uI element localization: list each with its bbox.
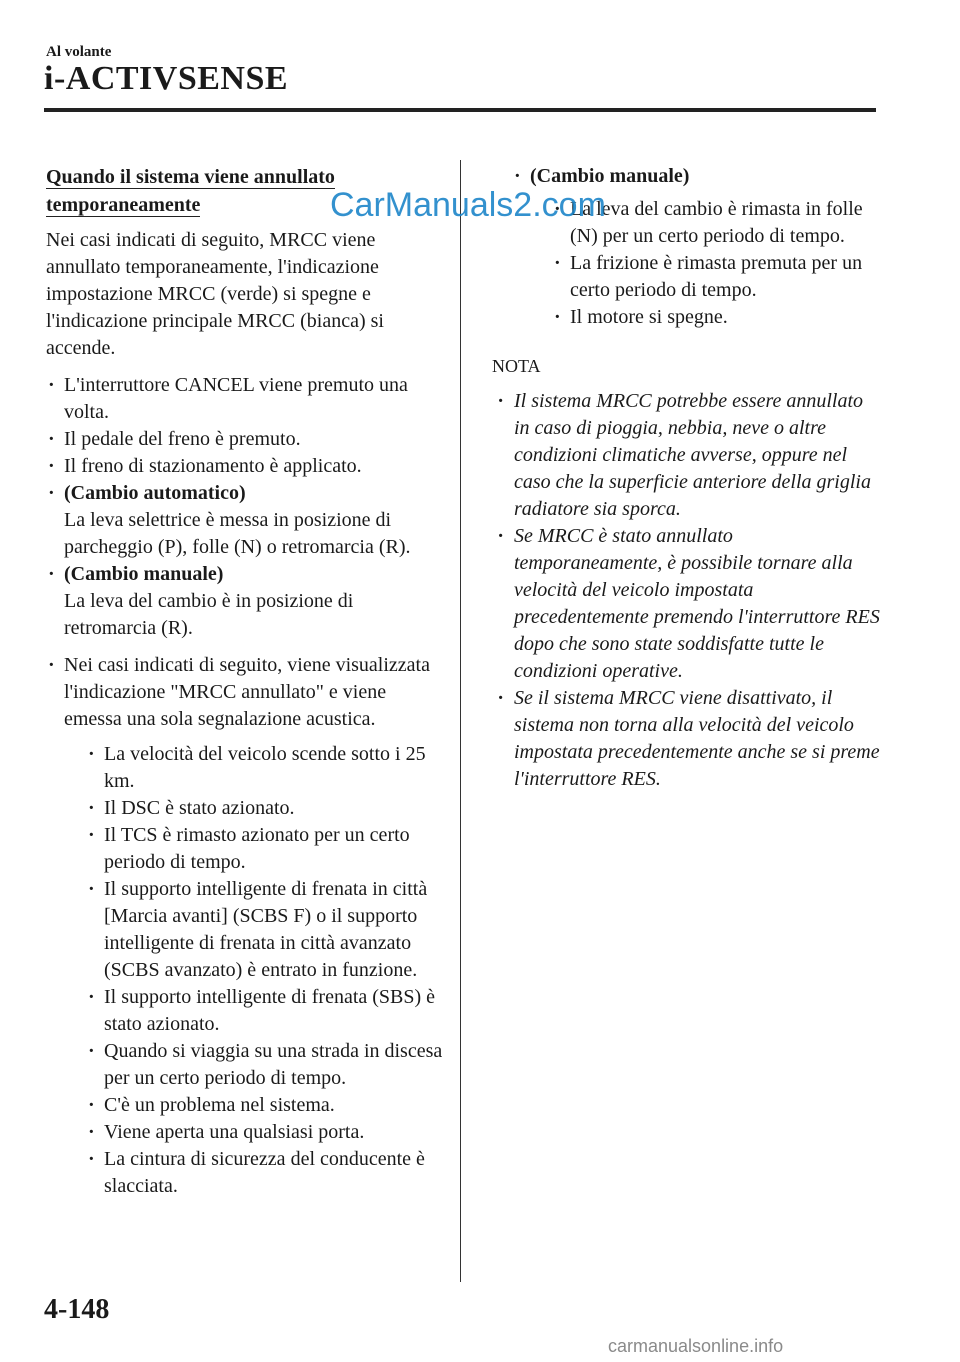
- intro-paragraph: Nei casi indicati di seguito, MRCC viene annullato temporaneamente, l'indicazione impostazione MRCC (verde) si spegne e l'indicazione principale MRCC (bianca) si accende.: [46, 229, 384, 359]
- list-item: · Il freno di stazionamento è applicato.: [46, 453, 446, 480]
- sub-list-item: · Il supporto intelligente di frenata in città [Marcia avanti] (SCBS F) o il supporto intelligente di frenata in città avanzato (SCBS avanzato) è entrato in funzione.: [86, 876, 446, 984]
- sub-list-item: · Il supporto intelligente di frenata (SBS) è stato azionato.: [86, 984, 446, 1038]
- watermark-top: CarManuals2.com: [330, 186, 606, 224]
- nota-label: NOTA: [492, 356, 541, 376]
- list-item: · Il pedale del freno è premuto.: [46, 426, 446, 453]
- list-item-manual: [46, 561, 446, 642]
- section-label: Al volante: [46, 44, 112, 60]
- sub-list-item: · Viene aperta una qualsiasi porta.: [86, 1119, 446, 1146]
- manual-heading-right: (Cambio manuale): [530, 165, 690, 187]
- right-column: [490, 163, 882, 793]
- sub-list-item: · Il motore si spegne.: [552, 304, 882, 331]
- page-number: 4-148: [44, 1294, 110, 1325]
- mrcc-annullato-sublist: [86, 741, 446, 1200]
- page-title: i-ACTIVSENSE: [44, 60, 289, 97]
- left-column: [46, 163, 446, 1200]
- note-item: · Il sistema MRCC potrebbe essere annullato in caso di pioggia, nebbia, neve o altre condizioni climatiche avverse, oppure nel caso che la superficie anteriore della griglia radiatore sia sporca.: [496, 388, 882, 523]
- automatic-heading: (Cambio automatico): [64, 482, 246, 504]
- manual-heading: (Cambio manuale): [64, 563, 224, 585]
- sub-list-item: · La frizione è rimasta premuta per un certo periodo di tempo.: [552, 250, 882, 304]
- note-item: · Se il sistema MRCC viene disattivato, il sistema non torna alla velocità del veicolo impostata precedentemente anche se si preme l'interruttore RES.: [496, 685, 882, 793]
- watermark-bottom: carmanualsonline.info: [608, 1336, 784, 1356]
- automatic-text: La leva selettrice è messa in posizione di parcheggio (P), folle (N) o retromarcia (R).: [64, 509, 411, 558]
- sub-list-item: · Il TCS è rimasto azionato per un certo periodo di tempo.: [86, 822, 446, 876]
- column-divider: [460, 160, 461, 1282]
- list-item-mrcc-annullato: [46, 652, 446, 1200]
- sub-list-item: · La leva del cambio è rimasta in folle (N) per un certo periodo di tempo.: [552, 196, 882, 250]
- sub-list-item: · Il DSC è stato azionato.: [86, 795, 446, 822]
- cancel-conditions-list: [46, 372, 446, 1200]
- list-item-automatic: [46, 480, 446, 561]
- manual-text: La leva del cambio è in posizione di retromarcia (R).: [64, 590, 354, 639]
- mrcc-annullato-intro: Nei casi indicati di seguito, viene visualizzata l'indicazione "MRCC annullato" e viene emessa una sola segnalazione acustica.: [64, 654, 430, 730]
- sub-list-item: · La cintura di sicurezza del conducente è slacciata.: [86, 1146, 446, 1200]
- sub-list-item: · Quando si viaggia su una strada in discesa per un certo periodo di tempo.: [86, 1038, 446, 1092]
- nota-list: [496, 388, 882, 793]
- sub-list-item: · C'è un problema nel sistema.: [86, 1092, 446, 1119]
- header-rule: [44, 108, 876, 112]
- section-heading-line1: Quando il sistema viene annullato: [46, 166, 335, 188]
- sub-list-item: · La velocità del veicolo scende sotto i 25 km.: [86, 741, 446, 795]
- list-item: · L'interruttore CANCEL viene premuto una volta.: [46, 372, 446, 426]
- note-item: · Se MRCC è stato annullato temporaneamente, è possibile tornare alla velocità del veicolo impostata precedentemente premendo l'interruttore RES dopo che sono state soddisfatte tutte le condizioni operative.: [496, 523, 882, 685]
- section-heading-line2: temporaneamente: [46, 194, 201, 216]
